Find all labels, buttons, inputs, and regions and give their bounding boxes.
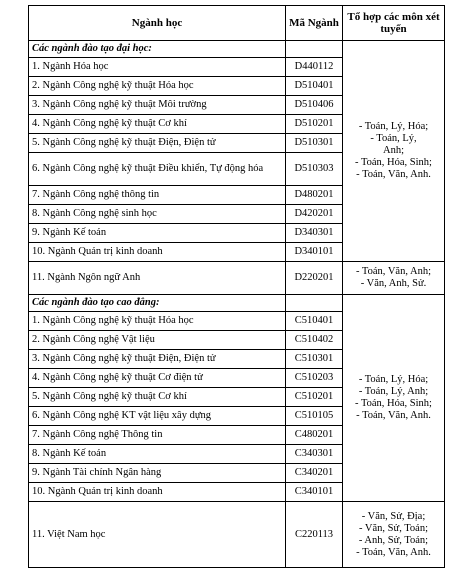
combo-line: - Toán, Văn, Anh. [356,410,431,421]
major-name: 4. Ngành Công nghệ kỹ thuật Cơ điện tử [29,369,286,388]
combo-line: - Toán, Văn, Anh. [356,546,431,558]
combo-line: - Anh, Sử, Toán; [358,534,429,546]
header-major: Ngành học [29,6,286,41]
major-code: D340101 [286,243,343,262]
admission-table [28,5,445,568]
section-row [29,295,445,312]
combo-cell [343,41,445,262]
major-code: C510402 [286,331,343,350]
major-code: D510301 [286,134,343,153]
major-name: 9. Ngành Kế toán [29,224,286,243]
major-name: 1. Ngành Hóa học [29,58,286,77]
major-name: 6. Ngành Công nghệ KT vật liệu xây dựng [29,407,286,426]
combo-line: Anh; [383,145,404,156]
combo-line: - Toán, Văn, Anh; [356,266,431,277]
major-code: D480201 [286,186,343,205]
combo-line: - Toán, Hóa, Sinh; [355,157,432,168]
major-code: C510203 [286,369,343,388]
major-code: C510301 [286,350,343,369]
header-code: Mã Ngành [286,6,343,41]
combo-line: - Toán, Hóa, Sinh; [355,398,432,409]
major-code: D220201 [286,262,343,295]
table-row [29,502,445,568]
major-name: 9. Ngành Tài chính Ngân hàng [29,464,286,483]
major-code: D510201 [286,115,343,134]
major-code: C340101 [286,483,343,502]
major-code: C220113 [286,502,343,568]
major-name: 2. Ngành Công nghệ kỹ thuật Hóa học [29,77,286,96]
empty-cell [286,295,343,312]
major-code: C510201 [286,388,343,407]
combo-line: - Toán, Văn, Anh. [356,169,431,180]
major-name: 4. Ngành Công nghệ kỹ thuật Cơ khí [29,115,286,134]
major-name: 10. Ngành Quản trị kinh doanh [29,243,286,262]
section-title: Các ngành đào tạo đại học: [29,41,286,58]
major-code: C510105 [286,407,343,426]
major-code: C340301 [286,445,343,464]
major-name: 7. Ngành Công nghệ thông tin [29,186,286,205]
major-name: 8. Ngành Công nghệ sinh học [29,205,286,224]
major-name: 1. Ngành Công nghệ kỹ thuật Hóa học [29,312,286,331]
combo-line: - Toán, Lý, [370,133,417,144]
section-title: Các ngành đào tạo cao đẳng: [29,295,286,312]
combo-line: - Toán, Lý, Anh; [358,386,429,397]
major-code: C340201 [286,464,343,483]
header-combo: Tổ hợp các môn xét tuyển [343,6,445,41]
major-code: D440112 [286,58,343,77]
major-code: D510406 [286,96,343,115]
table-row [29,262,445,295]
header-row [29,6,445,41]
major-name: 8. Ngành Kế toán [29,445,286,464]
combo-cell [343,295,445,502]
major-name: 10. Ngành Quản trị kinh doanh [29,483,286,502]
empty-cell [286,41,343,58]
major-name: 5. Ngành Công nghệ kỹ thuật Cơ khí [29,388,286,407]
combo-line: - Toán, Lý, Hóa; [358,121,429,132]
major-name: 3. Ngành Công nghệ kỹ thuật Môi trường [29,96,286,115]
major-code: D420201 [286,205,343,224]
combo-line: - Văn, Anh, Sử. [360,278,427,289]
major-code: C480201 [286,426,343,445]
combo-cell [343,262,445,295]
major-name: 2. Ngành Công nghệ Vật liệu [29,331,286,350]
major-name: 3. Ngành Công nghệ kỹ thuật Điện, Điện tử [29,350,286,369]
major-name: 6. Ngành Công nghệ kỹ thuật Điều khiển, Tự động hóa [29,153,286,186]
section-row [29,41,445,58]
major-name: 11. Ngành Ngôn ngữ Anh [29,262,286,295]
combo-cell [343,502,445,568]
major-code: D340301 [286,224,343,243]
major-name: 11. Việt Nam học [29,502,286,568]
major-code: D510401 [286,77,343,96]
major-name: 7. Ngành Công nghệ Thông tin [29,426,286,445]
combo-line: - Toán, Lý, Hóa; [358,374,429,385]
major-code: D510303 [286,153,343,186]
combo-line: - Văn, Sử, Toán; [358,522,429,534]
major-name: 5. Ngành Công nghệ kỹ thuật Điện, Điện tử [29,134,286,153]
combo-line: - Văn, Sử, Địa; [361,510,426,522]
major-code: C510401 [286,312,343,331]
